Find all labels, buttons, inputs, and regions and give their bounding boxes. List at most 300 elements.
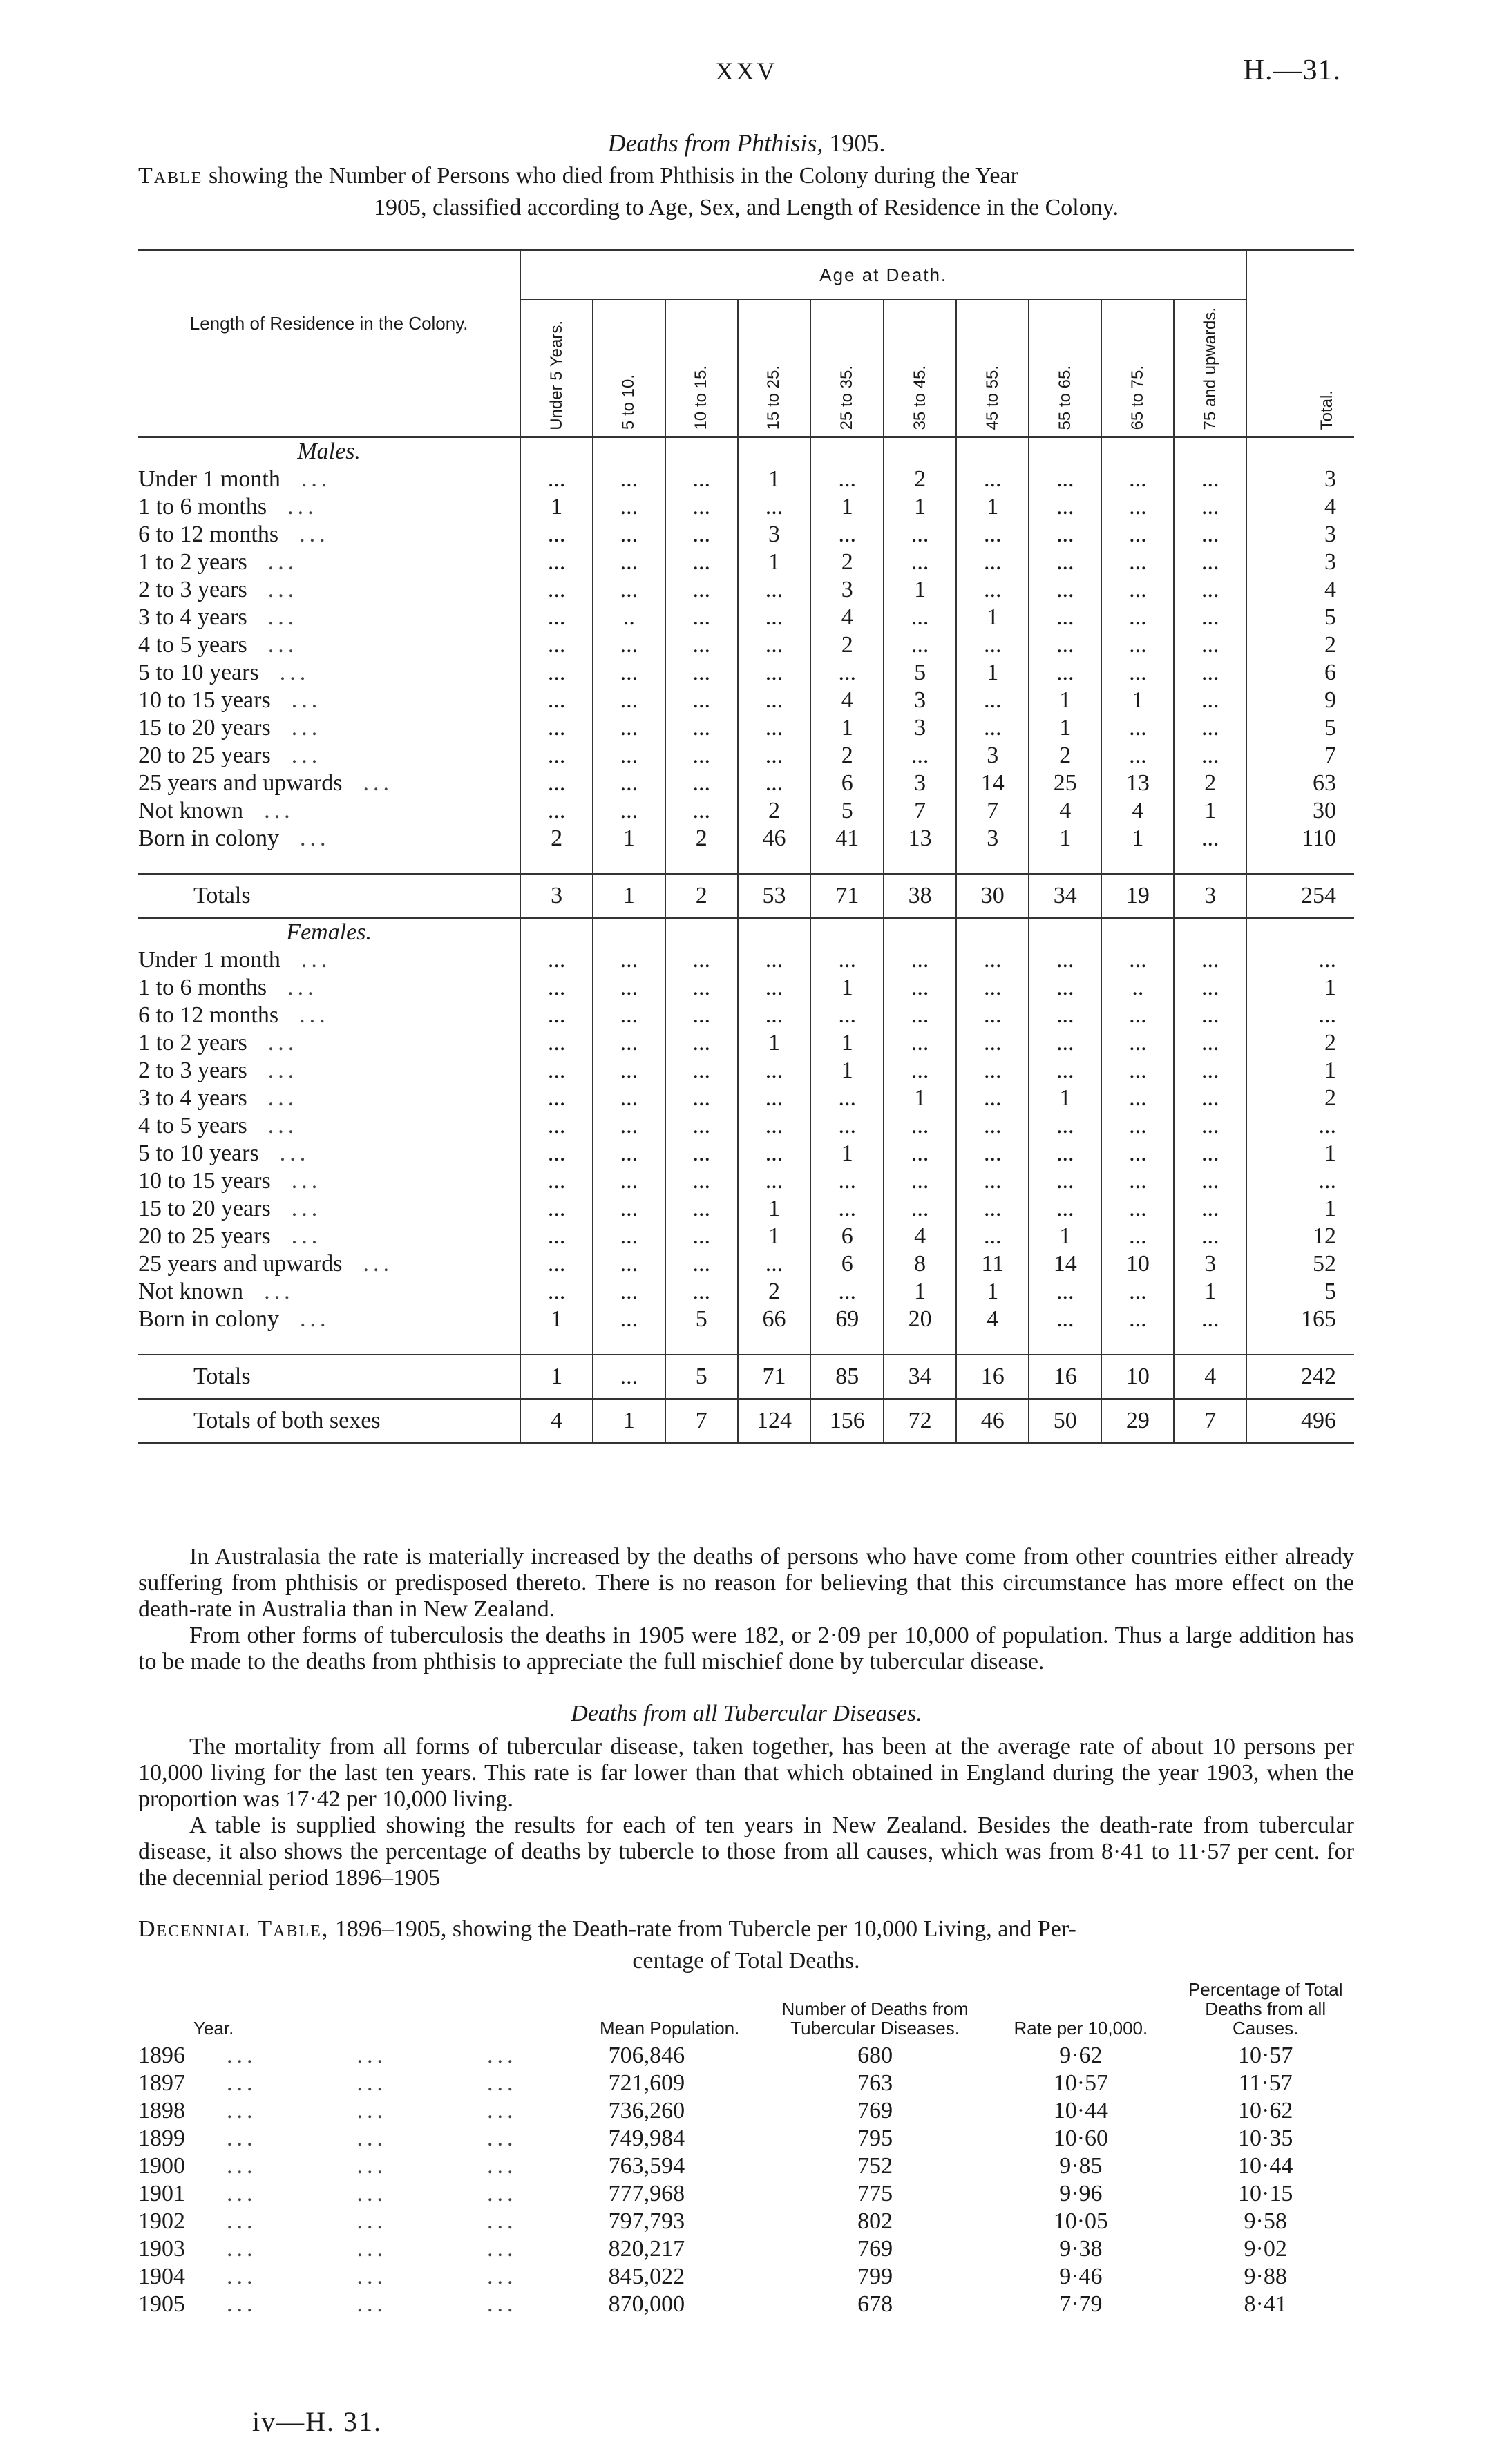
row-label	[138, 1085, 520, 1112]
totals-cell: 71	[738, 1355, 811, 1399]
row-label-text: 1 to 6 months	[138, 975, 267, 1001]
table-cell: ...	[1029, 1306, 1101, 1333]
table-cell: 7	[1246, 742, 1354, 770]
decennial-caption-prefix: Decennial Table,	[138, 1916, 330, 1942]
phthisis-table	[138, 249, 1354, 1444]
row-label	[138, 1278, 520, 1306]
table-row	[138, 493, 1354, 521]
table-cell: ...	[1029, 659, 1101, 687]
table-caption	[138, 160, 1354, 224]
table-cell: 2	[1174, 770, 1246, 797]
both-sexes-label: Totals of both sexes	[138, 1399, 520, 1443]
table-cell: 3	[738, 521, 811, 548]
caption-prefix: Table	[138, 163, 203, 189]
table-cell: ...	[520, 714, 593, 742]
both-sexes-cell: 46	[956, 1399, 1029, 1443]
decennial-deaths-cell: 763	[857, 2070, 893, 2096]
table-cell: 1	[956, 604, 1029, 631]
row-label-text: 20 to 25 years	[138, 743, 271, 769]
leader-dots: ...	[301, 947, 332, 973]
table-cell: ...	[1029, 1112, 1101, 1140]
empty-cell	[738, 852, 811, 874]
row-label	[138, 1057, 520, 1085]
table-cell: ...	[520, 521, 593, 548]
decennial-column-header: Mean Population.	[599, 2018, 740, 2038]
paragraph: In Australasia the rate is materially increased by the deaths of persons who have come from other countries either already suffering from phthisis or predisposed thereto. There is no reason for believing that this circumstance has more effect on the death-rate in Australia than in New Zealand.	[138, 1544, 1354, 1622]
section-heading-row	[138, 918, 1354, 946]
table-row	[138, 576, 1354, 604]
leader-dots: ...	[267, 1030, 298, 1056]
decennial-rate-cell: 10·57	[1053, 2070, 1109, 2096]
table-cell: ...	[956, 631, 1029, 659]
table-cell: ...	[1174, 466, 1246, 493]
table-cell: ...	[520, 1002, 593, 1029]
decennial-rate-cell: 9·62	[1059, 2043, 1103, 2068]
table-cell: 1	[884, 1278, 956, 1306]
row-label	[138, 576, 520, 604]
table-cell: ...	[1101, 1085, 1174, 1112]
table-cell: ...	[738, 631, 811, 659]
table-cell: ...	[1029, 1278, 1101, 1306]
table-cell: ...	[665, 974, 738, 1002]
table-cell: ...	[665, 1195, 738, 1223]
decennial-column-header: Number of Deaths from Tubercular Diseases.	[781, 1998, 969, 2038]
section-heading: Females.	[286, 919, 372, 946]
row-label	[138, 770, 520, 797]
row-label	[138, 466, 520, 493]
decennial-body	[138, 2042, 1354, 2318]
table-cell: 5	[884, 659, 956, 687]
row-label	[138, 1112, 520, 1140]
empty-cell	[810, 437, 884, 466]
table-cell: 5	[810, 797, 884, 825]
leader-dots: ...	[299, 1002, 330, 1029]
empty-cell	[1101, 437, 1174, 466]
both-sexes-cell: 1	[593, 1399, 665, 1443]
row-label	[138, 548, 520, 576]
year-text: 1897	[138, 2070, 185, 2096]
year-cell	[138, 2208, 574, 2235]
empty-cell	[884, 1333, 956, 1355]
decennial-deaths-cell: 769	[857, 2098, 893, 2123]
row-label	[138, 946, 520, 974]
table-cell: ...	[665, 1223, 738, 1250]
table-cell: ...	[593, 1057, 665, 1085]
table-cell: ...	[1174, 1002, 1246, 1029]
row-label-text: 4 to 5 years	[138, 632, 247, 658]
year-cell	[138, 2235, 574, 2263]
table-cell: ...	[520, 1278, 593, 1306]
table-cell: 1	[810, 974, 884, 1002]
empty-cell	[884, 918, 956, 946]
table-cell: 1	[884, 576, 956, 604]
column-header	[1101, 300, 1174, 437]
table-cell: ...	[956, 1057, 1029, 1085]
table-cell: ...	[738, 946, 811, 974]
subheading: Deaths from all Tubercular Diseases.	[571, 1701, 922, 1726]
table-cell: ...	[810, 521, 884, 548]
table-cell: ...	[738, 1250, 811, 1278]
table-cell: ...	[520, 1057, 593, 1085]
table-cell: ...	[1174, 714, 1246, 742]
leader-dots: ...	[291, 1196, 322, 1222]
empty-cell	[1029, 1333, 1101, 1355]
table-cell: 63	[1246, 770, 1354, 797]
table-cell: ...	[956, 1223, 1029, 1250]
table-cell: ...	[1174, 1223, 1246, 1250]
empty-cell	[1174, 852, 1246, 874]
totals-cell: 34	[884, 1355, 956, 1399]
table-cell: 2	[810, 742, 884, 770]
paragraph-group-1	[138, 1544, 1354, 1675]
table-cell: ...	[665, 797, 738, 825]
row-label	[138, 714, 520, 742]
table-cell: 30	[1246, 797, 1354, 825]
section-heading: Males.	[297, 439, 361, 465]
row-label-text: Not known	[138, 798, 244, 824]
empty-cell	[520, 852, 593, 874]
table-row	[138, 1195, 1354, 1223]
table-cell: 6	[1246, 659, 1354, 687]
table-cell: 3	[884, 687, 956, 714]
decennial-pop-cell: 736,260	[608, 2098, 685, 2123]
table-cell: ...	[593, 714, 665, 742]
row-label-text: 1 to 2 years	[138, 549, 247, 575]
table-row	[138, 946, 1354, 974]
table-cell: ...	[593, 946, 665, 974]
decennial-pop-cell: 706,846	[608, 2043, 685, 2068]
both-sexes-cell: 156	[810, 1399, 884, 1443]
table-row	[138, 631, 1354, 659]
table-cell: 2	[1246, 631, 1354, 659]
leader-dots: ...	[287, 975, 318, 1001]
table-cell: ...	[593, 1029, 665, 1057]
table-cell: ...	[738, 1112, 811, 1140]
table-cell: ...	[1174, 1112, 1246, 1140]
empty-cell	[884, 437, 956, 466]
column-header-label: 10 to 15.	[692, 365, 711, 430]
table-cell: 1	[1029, 1223, 1101, 1250]
empty-cell	[1029, 437, 1101, 466]
totals-cell: 3	[520, 874, 593, 918]
table-cell: 10	[1101, 1250, 1174, 1278]
decennial-deaths-cell: 769	[857, 2236, 893, 2262]
empty-cell	[1101, 918, 1174, 946]
table-row	[138, 659, 1354, 687]
table-cell: ...	[593, 466, 665, 493]
leader-dots: ... ... ...	[227, 2208, 517, 2234]
table-row	[138, 974, 1354, 1002]
table-cell: ...	[884, 521, 956, 548]
table-cell: ...	[1174, 576, 1246, 604]
table-cell: ...	[738, 1140, 811, 1167]
totals-cell: 10	[1101, 1355, 1174, 1399]
row-label-text: 2 to 3 years	[138, 577, 247, 603]
paragraph: The mortality from all forms of tubercular disease, taken together, has been at the average rate of about 10 persons per 10,000 living for the last ten years. This rate is far lower than that which obtained in England during the year 1903, when the proportion was 17·42 per 10,000 living.	[138, 1734, 1354, 1812]
table-cell: ...	[1101, 1140, 1174, 1167]
table-cell: ...	[1174, 687, 1246, 714]
empty-cell	[1246, 437, 1354, 466]
decennial-column-header: Percentage of Total Deaths from all Causes.	[1188, 1979, 1343, 2038]
table-cell: ...	[956, 1112, 1029, 1140]
table-cell: ...	[520, 548, 593, 576]
table-cell: ...	[1101, 576, 1174, 604]
empty-cell	[738, 1333, 811, 1355]
table-cell: ...	[956, 946, 1029, 974]
row-label-text: Born in colony	[138, 1306, 279, 1333]
row-label-text: 15 to 20 years	[138, 1196, 271, 1222]
empty-cell	[665, 918, 738, 946]
table-cell: ...	[884, 631, 956, 659]
decennial-row	[138, 2235, 1354, 2263]
table-cell: ...	[1101, 946, 1174, 974]
empty-cell	[1029, 918, 1101, 946]
row-label	[138, 1140, 520, 1167]
section-title-year: 1905.	[829, 129, 886, 157]
table-cell: ...	[956, 974, 1029, 1002]
table-row	[138, 1057, 1354, 1085]
table-cell: ...	[956, 576, 1029, 604]
table-cell: ...	[1029, 1195, 1101, 1223]
table-cell: 2	[738, 797, 811, 825]
table-row	[138, 1029, 1354, 1057]
table-cell: ...	[665, 604, 738, 631]
table-cell: ...	[520, 770, 593, 797]
decennial-rate-cell: 9·46	[1059, 2264, 1103, 2289]
table-cell: ...	[1029, 576, 1101, 604]
section-heading-row	[138, 437, 1354, 466]
table-cell: ...	[520, 946, 593, 974]
table-cell: 7	[956, 797, 1029, 825]
table-cell: 1	[956, 493, 1029, 521]
leader-dots: ...	[299, 522, 330, 548]
empty-cell	[593, 437, 665, 466]
table-cell: ...	[1101, 659, 1174, 687]
table-cell: 1	[956, 659, 1029, 687]
table-cell: ...	[884, 974, 956, 1002]
empty-cell	[956, 852, 1029, 874]
leader-dots: ...	[267, 632, 298, 658]
decennial-row	[138, 2042, 1354, 2070]
table-cell: ...	[956, 687, 1029, 714]
table-cell: ...	[520, 466, 593, 493]
totals-cell: 4	[1174, 1355, 1246, 1399]
table-cell: 1	[738, 548, 811, 576]
decennial-pop-cell: 870,000	[608, 2291, 685, 2317]
table-cell: ...	[520, 1223, 593, 1250]
table-cell: 1	[1246, 974, 1354, 1002]
table-cell: ...	[1029, 974, 1101, 1002]
table-cell: 4	[1029, 797, 1101, 825]
decennial-row	[138, 2097, 1354, 2125]
table-cell: ...	[593, 1306, 665, 1333]
totals-row	[138, 1355, 1354, 1399]
row-label-text: 1 to 6 months	[138, 494, 267, 520]
table-cell: ...	[884, 1195, 956, 1223]
empty-cell	[665, 437, 738, 466]
leader-dots: ...	[267, 577, 298, 603]
table-cell: ...	[520, 1112, 593, 1140]
row-label	[138, 687, 520, 714]
table-cell: ...	[1174, 1167, 1246, 1195]
table-cell: ...	[810, 659, 884, 687]
table-cell: 1	[884, 1085, 956, 1112]
decennial-header-row	[138, 1979, 1354, 2042]
table-cell: 1	[810, 1057, 884, 1085]
decennial-rate-cell: 9·96	[1059, 2181, 1103, 2206]
table-cell: 3	[884, 770, 956, 797]
table-cell: ...	[884, 1112, 956, 1140]
table-cell: ...	[738, 742, 811, 770]
table-cell: 4	[1101, 797, 1174, 825]
table-cell: 66	[738, 1306, 811, 1333]
row-label-text: 3 to 4 years	[138, 1085, 247, 1111]
decennial-pop-cell: 777,968	[608, 2181, 685, 2206]
table-cell: 1	[1101, 825, 1174, 852]
table-cell: 3	[1246, 548, 1354, 576]
row-label-text: 10 to 15 years	[138, 687, 271, 714]
totals-cell: 3	[1174, 874, 1246, 918]
table-cell: 69	[810, 1306, 884, 1333]
table-cell: ...	[665, 1029, 738, 1057]
row-label	[138, 797, 520, 825]
decennial-pop-cell: 845,022	[608, 2264, 685, 2289]
empty-cell	[884, 852, 956, 874]
table-cell: ...	[593, 1112, 665, 1140]
section-title	[0, 128, 1493, 157]
leader-dots: ...	[301, 466, 332, 493]
empty-cell	[1246, 852, 1354, 874]
table-cell: 46	[738, 825, 811, 852]
table-cell: ...	[884, 548, 956, 576]
table-row	[138, 604, 1354, 631]
decennial-deaths-cell: 752	[857, 2153, 893, 2179]
row-label	[138, 659, 520, 687]
table-cell: ...	[520, 797, 593, 825]
table-cell: ...	[956, 1002, 1029, 1029]
table-cell: ...	[1101, 1167, 1174, 1195]
table-cell: 9	[1246, 687, 1354, 714]
decennial-row	[138, 2208, 1354, 2235]
table-cell: ...	[593, 659, 665, 687]
totals-cell: 242	[1246, 1355, 1354, 1399]
empty-cell	[810, 918, 884, 946]
table-cell: ...	[956, 1029, 1029, 1057]
year-cell	[138, 2125, 574, 2152]
decennial-pct-cell: 9·02	[1244, 2236, 1287, 2262]
table-cell: ...	[1174, 1306, 1246, 1333]
table-cell: 2	[520, 825, 593, 852]
table-cell: ...	[1174, 493, 1246, 521]
table-cell: ...	[810, 1278, 884, 1306]
table-cell: ...	[738, 687, 811, 714]
totals-cell: 254	[1246, 874, 1354, 918]
year-text: 1904	[138, 2264, 185, 2289]
table-cell: ...	[1029, 946, 1101, 974]
table-cell: 1	[1029, 1085, 1101, 1112]
year-cell	[138, 2070, 574, 2097]
column-header	[665, 300, 738, 437]
row-label-text: 5 to 10 years	[138, 660, 259, 686]
table-cell: 13	[1101, 770, 1174, 797]
table-cell: ...	[593, 1278, 665, 1306]
table-cell: ...	[1101, 604, 1174, 631]
table-cell: ...	[738, 974, 811, 1002]
table-cell: ...	[884, 604, 956, 631]
empty-cell	[520, 1333, 593, 1355]
decennial-row	[138, 2125, 1354, 2152]
table-cell: 4	[810, 687, 884, 714]
year-cell	[138, 2263, 574, 2291]
table-cell: 4	[1246, 493, 1354, 521]
table-cell: 5	[665, 1306, 738, 1333]
table-cell: 11	[956, 1250, 1029, 1278]
table-cell: 13	[884, 825, 956, 852]
table-cell: ...	[1246, 1112, 1354, 1140]
table-cell: 165	[1246, 1306, 1354, 1333]
row-label-text: Not known	[138, 1279, 244, 1305]
leader-dots: ... ... ...	[227, 2126, 517, 2151]
table-cell: ..	[1101, 974, 1174, 1002]
table-cell: ...	[520, 1029, 593, 1057]
table-cell: 110	[1246, 825, 1354, 852]
empty-cell	[1174, 1333, 1246, 1355]
table-cell: 12	[1246, 1223, 1354, 1250]
table-cell: 1	[884, 493, 956, 521]
table-cell: 1	[593, 825, 665, 852]
table-cell: ...	[884, 946, 956, 974]
table-cell: 2	[665, 825, 738, 852]
table-row	[138, 825, 1354, 852]
table-cell: 1	[810, 714, 884, 742]
table-cell: ...	[1246, 1167, 1354, 1195]
table-cell: ...	[956, 1085, 1029, 1112]
leader-dots: ... ... ...	[227, 2181, 517, 2206]
table-cell: ...	[520, 631, 593, 659]
leader-dots: ...	[291, 715, 322, 741]
column-header	[1246, 300, 1354, 437]
year-text: 1896	[138, 2043, 185, 2068]
both-sexes-cell: 50	[1029, 1399, 1101, 1443]
decennial-rate-cell: 10·44	[1053, 2098, 1109, 2123]
table-cell: ...	[1174, 1140, 1246, 1167]
leader-dots: ... ... ...	[227, 2236, 517, 2262]
table-cell: ...	[1174, 1057, 1246, 1085]
totals-cell: 34	[1029, 874, 1101, 918]
table-cell: ...	[1029, 631, 1101, 659]
table-cell: ...	[810, 1167, 884, 1195]
row-label-text: 1 to 2 years	[138, 1030, 247, 1056]
row-label	[138, 1002, 520, 1029]
table-cell: ...	[1246, 1002, 1354, 1029]
empty-cell	[738, 918, 811, 946]
row-label	[138, 1306, 520, 1333]
row-label-text: 3 to 4 years	[138, 604, 247, 631]
empty-cell	[593, 852, 665, 874]
table-cell: 4	[956, 1306, 1029, 1333]
table-row	[138, 1167, 1354, 1195]
table-row	[138, 1223, 1354, 1250]
table-row	[138, 1112, 1354, 1140]
table-cell: ...	[665, 493, 738, 521]
decennial-deaths-cell: 799	[857, 2264, 893, 2289]
decennial-pct-cell: 9·88	[1244, 2264, 1287, 2289]
leader-dots: ...	[267, 604, 298, 631]
table-cell: ...	[520, 687, 593, 714]
empty-cell	[956, 1333, 1029, 1355]
table-cell: 1	[738, 1223, 811, 1250]
empty-cell	[1246, 1333, 1354, 1355]
